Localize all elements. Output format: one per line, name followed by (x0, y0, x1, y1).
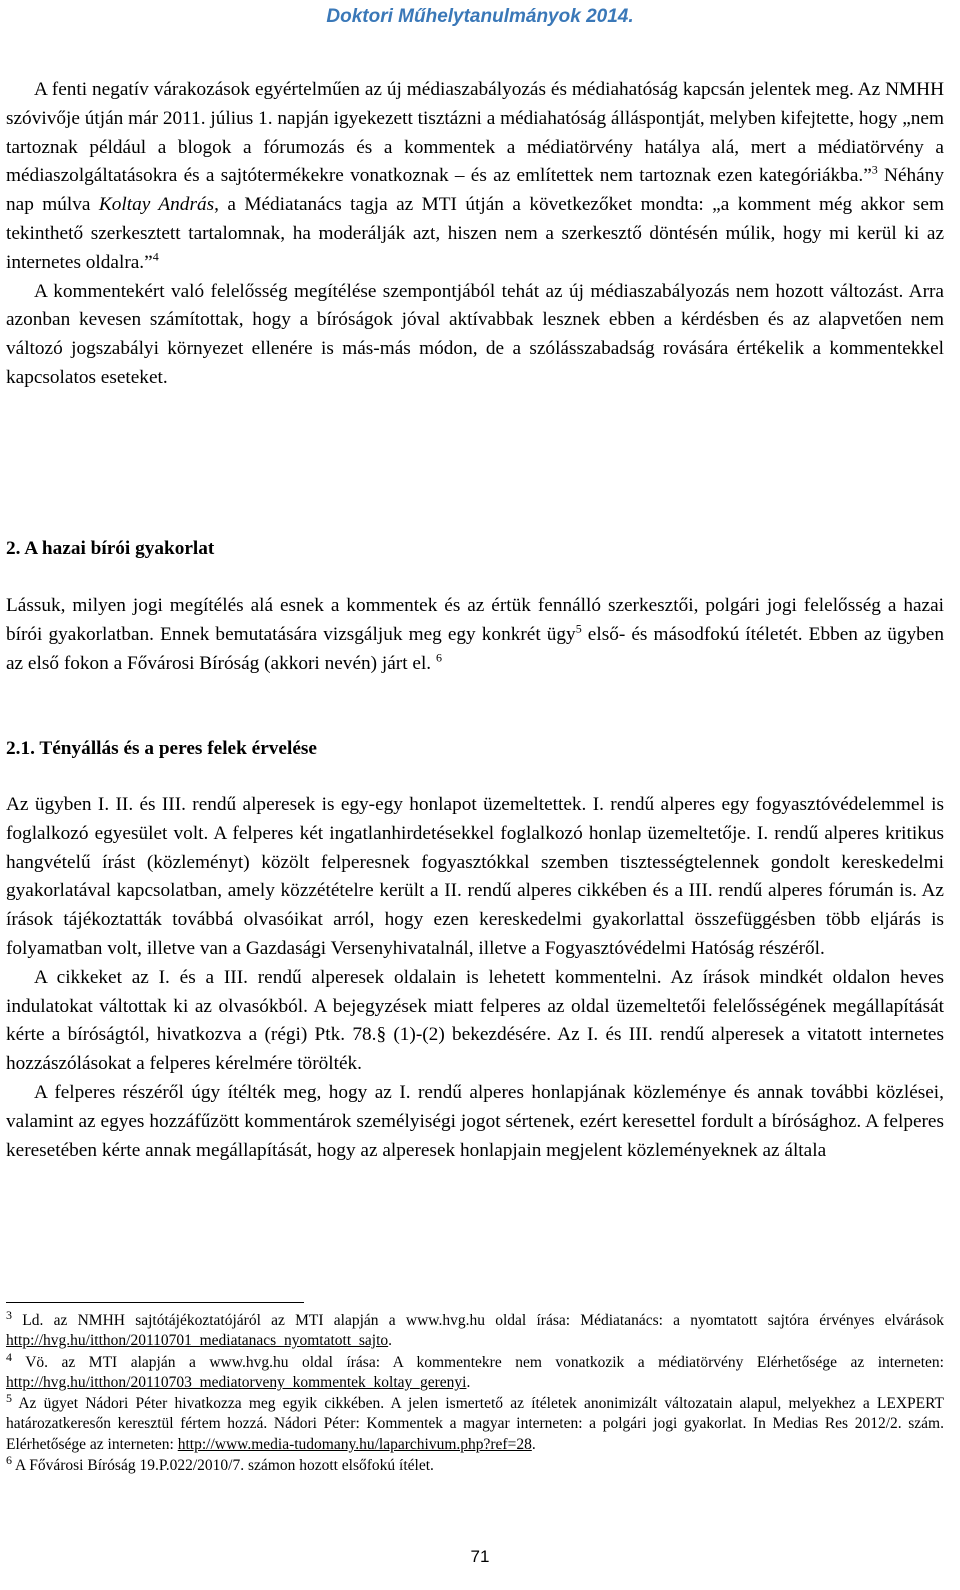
footnote-number: 3 (6, 1307, 12, 1322)
footnote-4 (6, 1349, 944, 1394)
paragraph-1 (6, 76, 944, 278)
footnote-link[interactable]: http://hvg.hu/itthon/20110701_mediatanacs_nyomtatott_sajto (6, 1332, 389, 1350)
section-2-1-title: 2.1. Tényállás és a peres felek érvelése (6, 738, 317, 759)
section-2-title: 2. A hazai bírói gyakorlat (6, 538, 215, 559)
footnotes (6, 1302, 944, 1477)
person-name: Koltay András (98, 194, 215, 216)
footnote-5 (6, 1391, 944, 1455)
text-run: A fenti negatív várakozások egyértelműen az új médiaszabályozás és médiahatóság kapcsán jelentek meg. Az NMHH szóvivője útján már 2011. július 1. napján igyekezett tisztázni a médiahatóság álláspontját, melyben kifejtette, hogy „nem tartoznak például a blogok a fórumozás és a kommentek a médiatörvény hatálya alá, mert a médiatörvény a médiaszolgáltatásokra és a sajtótermékekre vonatkoznak – és az említettek nem tartoznak ezen kategóriákba.” (6, 79, 944, 187)
footnote-number: 5 (6, 1391, 12, 1406)
paragraph-6: A felperes részéről úgy ítélték meg, hogy az I. rendű alperes honlapjának közleménye és annak további közlései, valamint az egyes hozzáfűzött kommentárok személyiségi jogot sértenek, ezért keresettel fordult a bírósághoz. A felperes keresetében kérte annak megállapítását, hogy az alperesek honlapjain megjelent közleményeknek az általa (6, 1081, 944, 1161)
text-run: első- és másodfokú ítéletét. Ebben az ügyben az első fokon a Fővárosi Bíróság (akkori nevén) járt el. (6, 623, 944, 674)
footnote-ref-6[interactable]: 6 (435, 650, 442, 665)
footnote-text: A Fővárosi Bíróság 19.P.022/2010/7. számon hozott elsőfokú ítélet. (12, 1457, 434, 1475)
page-number: 71 (470, 1547, 490, 1566)
paragraph-5: A cikkeket az I. és a III. rendű alperesek oldalain is lehetett kommentelni. Az írások mindkét oldalon heves indulatokat váltottak ki az olvasókból. A bejegyzések miatt felperes az oldal üzemeltetői felelősségének megállapítását kérte a bíróságtól, hivatkozva a (régi) Ptk. 78.§ (1)-(2) bekezdésére. Az I. és III. rendű alperesek a vitatott internetes hozzászólásokat a felperes kérelmére törölték. (6, 966, 944, 1075)
text-run: Néhány nap múlva (6, 165, 944, 216)
footnote-number: 6 (6, 1452, 12, 1467)
paragraph-4: Az ügyben I. II. és III. rendű alperesek is egy-egy honlapot üzemeltettek. I. rendű alperes egy fogyasztóvédelemmel is foglalkozó egyesület volt. A felperes két ingatlanhirdetésekkel foglalkozó honlap üzemeltetője. I. rendű alperes kritikus hangvételű írást (közleményt) közölt felperesnek fogyasztókkal szemben tisztességtelennek gondolt kereskedelmi gyakorlatával kapcsolatban, amely közzétételre került a II. rendű alperes cikkében és a III. rendű alperes fórumán is. Az írások tájékoztatták továbbá olvasóikat arról, hogy ezen kereskedelmi gyakorlattal összefüggésben több eljárás is folyamatban volt, illetve van a Gazdasági Versenyhivatalnál, illetve a Fogyasztóvédelmi Hatóság részéről. (6, 794, 944, 959)
footnote-text: Vö. az MTI alapján a www.hvg.hu oldal írása: A kommentekre nem vonatkozik a médiatörvény Elérhetősége az interneten: (12, 1353, 944, 1371)
footnote-ref-3[interactable]: 3 (871, 162, 878, 177)
paragraph-3 (6, 592, 944, 678)
footnote-link[interactable]: http://hvg.hu/itthon/20110703_mediatorveny_kommentek_koltay_gerenyi (6, 1373, 467, 1391)
footnote-6 (6, 1452, 944, 1476)
paragraph-2: A kommentekért való felelősség megítélése szempontjából tehát az új médiaszabályozás nem hozott változást. Arra azonban kevesen számítottak, hogy a bíróságok jóval aktívabbak lesznek ebben a kérdésben és az alapvetően nem változó jogszabályi környezet ellenére is más-más módon, de a szólásszabadság rovására értékelik a kommentekkel kapcsolatos eseteket. (6, 280, 944, 388)
footnote-text: Ld. az NMHH sajtótájékoztatójáról az MTI alapján a www.hvg.hu oldal írása: Médiatanács: a nyomtatott sajtóra érvényes elvárások (12, 1312, 944, 1329)
footnote-3 (6, 1307, 944, 1352)
text-run: Lássuk, milyen jogi megítélés alá esnek a kommentek és az értük fennálló szerkesztői, polgári jogi felelősség a hazai bírói gyakorlatban. Ennek bemutatására vizsgáljuk meg egy konkrét ügy (6, 595, 944, 645)
footnote-end: . (388, 1332, 393, 1350)
footnote-divider (6, 1302, 304, 1303)
footnote-text: Az ügyet Nádori Péter hivatkozza meg egyik cikkében. A jelen ismertető az ítéletek anonimizált változatain alapul, melyekhez a LEXPERT határozatkeresőn keresztül fértem hozzá. Nádori Péter: Kommentek a magyar interneten: a polgári jogi gyakorlat. In Medias Res 2012/2. szám. Elérhetősége az interneten: (6, 1395, 944, 1453)
footnote-number: 4 (6, 1349, 12, 1364)
footnote-end: . (466, 1373, 471, 1391)
footnote-link[interactable]: http://www.media-tudomany.hu/laparchivum.php?ref=28 (177, 1435, 532, 1453)
text-run: , a Médiatanács tagja az MTI útján a következőket mondta: „a komment még akkor sem tekinthető szerkesztett tartalomnak, ha moderálják azt, hiszen nem a szerkesztő döntésén múlik, hogy mi kerül ki az internetes oldalra.” (6, 194, 944, 273)
footnote-ref-5[interactable]: 5 (575, 621, 582, 636)
footnote-ref-4[interactable]: 4 (152, 249, 159, 264)
running-header: Doktori Műhelytanulmányok 2014. (326, 6, 634, 27)
footnote-end: . (531, 1435, 536, 1453)
main-text (6, 76, 944, 393)
